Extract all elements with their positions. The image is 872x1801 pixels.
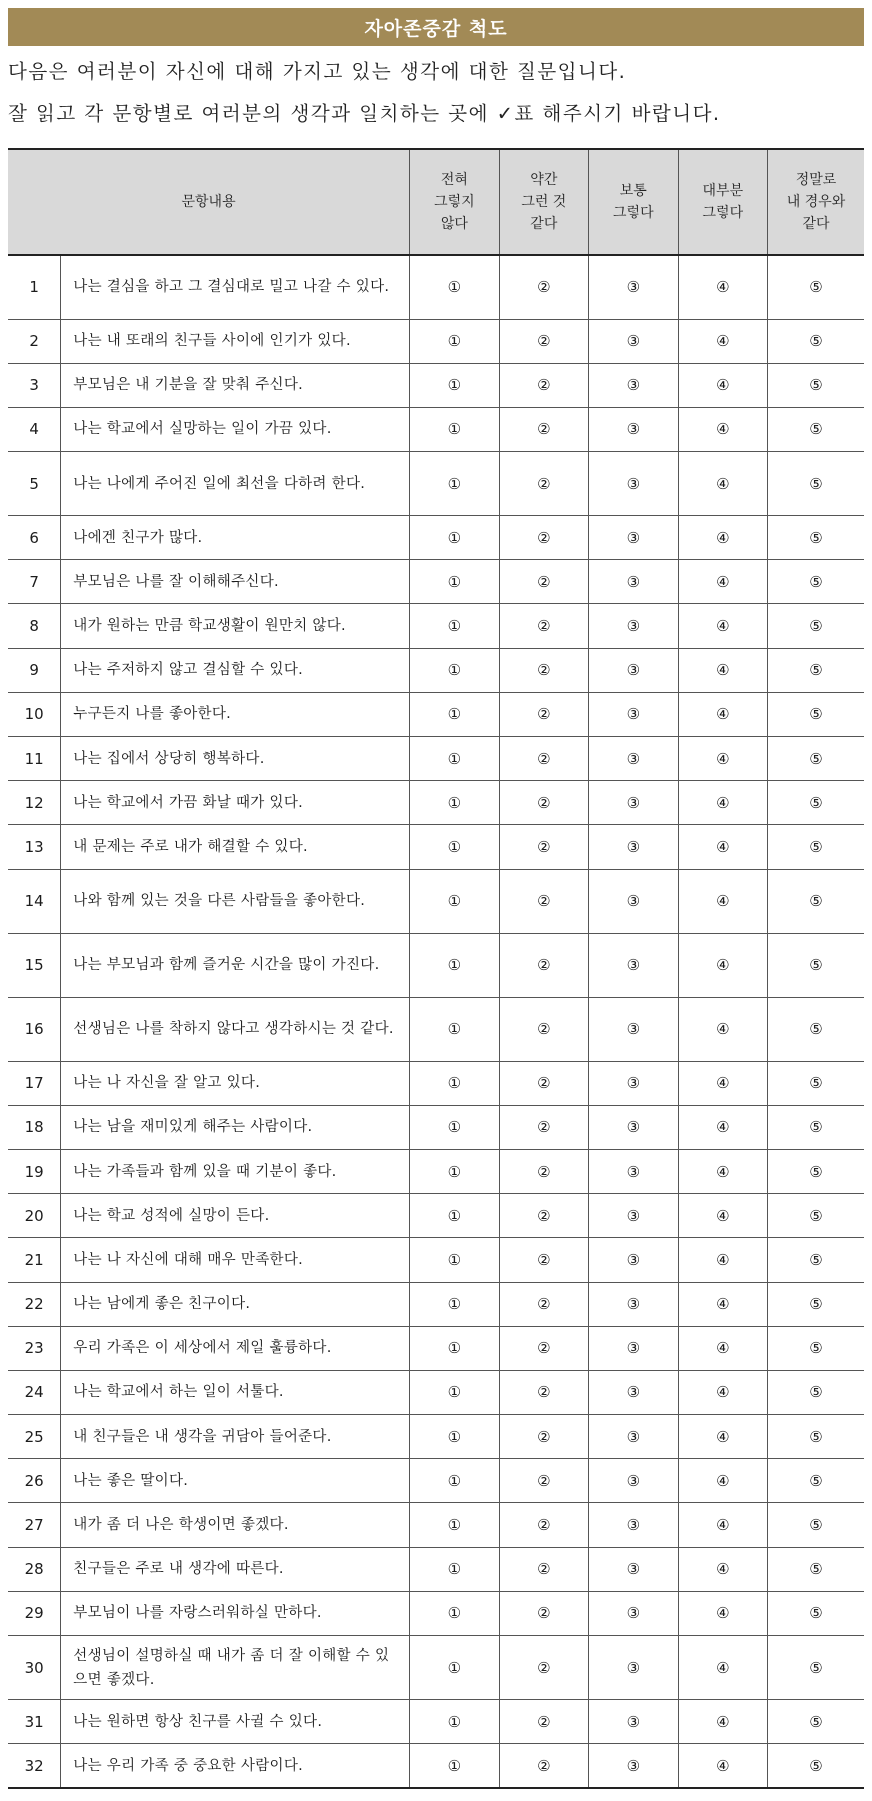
answer-option-5[interactable]: ⑤ [768, 407, 864, 451]
answer-option-3[interactable]: ③ [589, 560, 678, 604]
question-number: 18 [8, 1105, 61, 1149]
answer-option-4[interactable]: ④ [678, 1326, 767, 1370]
answer-option-1[interactable]: ① [410, 1105, 499, 1149]
question-row [8, 1547, 864, 1591]
answer-option-1[interactable]: ① [410, 1591, 499, 1635]
question-text: 나는 나 자신에 대해 매우 만족한다. [61, 1238, 410, 1282]
answer-option-1[interactable]: ① [410, 1459, 499, 1503]
answer-option-2[interactable]: ② [499, 1459, 588, 1503]
answer-option-2[interactable]: ② [499, 933, 588, 997]
question-text: 부모님은 나를 잘 이해해주신다. [61, 560, 410, 604]
question-number: 29 [8, 1591, 61, 1635]
answer-option-3[interactable]: ③ [589, 692, 678, 736]
question-row [8, 933, 864, 997]
answer-option-2[interactable]: ② [499, 452, 588, 516]
answer-option-3[interactable]: ③ [589, 407, 678, 451]
question-text: 나는 학교에서 실망하는 일이 가끔 있다. [61, 407, 410, 451]
answer-option-1[interactable]: ① [410, 869, 499, 933]
question-text: 나는 남을 재미있게 해주는 사람이다. [61, 1105, 410, 1149]
scale-column-header [499, 149, 588, 255]
answer-option-4[interactable]: ④ [678, 1459, 767, 1503]
question-number: 32 [8, 1744, 61, 1788]
instruction-line: 잘 읽고 각 문항별로 여러분의 생각과 일치하는 곳에 ✓표 해주시기 바랍니다. [8, 102, 721, 125]
answer-option-2[interactable]: ② [499, 1636, 588, 1700]
question-row [8, 604, 864, 648]
question-number: 17 [8, 1061, 61, 1105]
answer-option-2[interactable]: ② [499, 1700, 588, 1744]
question-number: 27 [8, 1503, 61, 1547]
answer-option-4[interactable]: ④ [678, 825, 767, 869]
answer-option-3[interactable]: ③ [589, 452, 678, 516]
answer-option-4[interactable]: ④ [678, 363, 767, 407]
answer-option-2[interactable]: ② [499, 1194, 588, 1238]
answer-option-4[interactable]: ④ [678, 255, 767, 319]
answer-option-3[interactable]: ③ [589, 1061, 678, 1105]
scale-header-line: 약간 [530, 172, 558, 188]
question-row [8, 1503, 864, 1547]
question-text: 나는 좋은 딸이다. [61, 1459, 410, 1503]
answer-option-5[interactable]: ⑤ [768, 1370, 864, 1414]
question-row [8, 452, 864, 516]
question-number: 30 [8, 1636, 61, 1700]
question-number: 8 [8, 604, 61, 648]
answer-option-3[interactable]: ③ [589, 1326, 678, 1370]
answer-option-2[interactable]: ② [499, 1744, 588, 1788]
question-number: 11 [8, 737, 61, 781]
answer-option-5[interactable]: ⑤ [768, 1636, 864, 1700]
question-row [8, 781, 864, 825]
answer-option-3[interactable]: ③ [589, 1415, 678, 1459]
question-row [8, 407, 864, 451]
answer-option-5[interactable]: ⑤ [768, 1105, 864, 1149]
question-text: 친구들은 주로 내 생각에 따른다. [61, 1547, 410, 1591]
answer-option-5[interactable]: ⑤ [768, 363, 864, 407]
title-banner [8, 8, 864, 46]
answer-option-2[interactable]: ② [499, 997, 588, 1061]
question-number: 3 [8, 363, 61, 407]
question-text: 내 친구들은 내 생각을 귀담아 들어준다. [61, 1415, 410, 1459]
question-number: 26 [8, 1459, 61, 1503]
question-number: 9 [8, 648, 61, 692]
question-number: 23 [8, 1326, 61, 1370]
answer-option-2[interactable]: ② [499, 407, 588, 451]
question-text: 나와 함께 있는 것을 다른 사람들을 좋아한다. [61, 869, 410, 933]
answer-option-4[interactable]: ④ [678, 933, 767, 997]
question-number: 12 [8, 781, 61, 825]
scale-column-header [768, 149, 864, 255]
answer-option-4[interactable]: ④ [678, 648, 767, 692]
header-row [8, 149, 864, 255]
answer-option-5[interactable]: ⑤ [768, 604, 864, 648]
answer-option-5[interactable]: ⑤ [768, 1744, 864, 1788]
answer-option-2[interactable]: ② [499, 1105, 588, 1149]
answer-option-1[interactable]: ① [410, 1149, 499, 1193]
answer-option-2[interactable]: ② [499, 516, 588, 560]
answer-option-2[interactable]: ② [499, 363, 588, 407]
answer-option-1[interactable]: ① [410, 781, 499, 825]
answer-option-5[interactable]: ⑤ [768, 1459, 864, 1503]
answer-option-5[interactable]: ⑤ [768, 737, 864, 781]
answer-option-2[interactable]: ② [499, 1415, 588, 1459]
answer-option-4[interactable]: ④ [678, 1370, 767, 1414]
question-number: 28 [8, 1547, 61, 1591]
answer-option-2[interactable]: ② [499, 255, 588, 319]
question-number: 16 [8, 997, 61, 1061]
answer-option-1[interactable]: ① [410, 407, 499, 451]
answer-option-2[interactable]: ② [499, 1591, 588, 1635]
answer-option-5[interactable]: ⑤ [768, 255, 864, 319]
answer-option-2[interactable]: ② [499, 1238, 588, 1282]
question-row [8, 692, 864, 736]
answer-option-5[interactable]: ⑤ [768, 997, 864, 1061]
question-text: 나는 나 자신을 잘 알고 있다. [61, 1061, 410, 1105]
answer-option-2[interactable]: ② [499, 648, 588, 692]
answer-option-3[interactable]: ③ [589, 1194, 678, 1238]
scale-header-line: 그렇다 [702, 205, 744, 221]
question-row [8, 319, 864, 363]
scale-header-line: 정말로 [795, 172, 837, 188]
answer-option-1[interactable]: ① [410, 737, 499, 781]
answer-option-3[interactable]: ③ [589, 1503, 678, 1547]
answer-option-3[interactable]: ③ [589, 319, 678, 363]
question-row [8, 1238, 864, 1282]
answer-option-1[interactable]: ① [410, 1636, 499, 1700]
answer-option-3[interactable]: ③ [589, 1149, 678, 1193]
answer-option-3[interactable]: ③ [589, 1459, 678, 1503]
answer-option-3[interactable]: ③ [589, 737, 678, 781]
answer-option-2[interactable]: ② [499, 825, 588, 869]
answer-option-2[interactable]: ② [499, 737, 588, 781]
question-number: 2 [8, 319, 61, 363]
answer-option-2[interactable]: ② [499, 1282, 588, 1326]
question-number: 24 [8, 1370, 61, 1414]
answer-option-1[interactable]: ① [410, 1415, 499, 1459]
question-number: 19 [8, 1149, 61, 1193]
answer-option-4[interactable]: ④ [678, 1149, 767, 1193]
question-row [8, 1415, 864, 1459]
answer-option-2[interactable]: ② [499, 1149, 588, 1193]
answer-option-4[interactable]: ④ [678, 1194, 767, 1238]
answer-option-5[interactable]: ⑤ [768, 1149, 864, 1193]
answer-option-5[interactable]: ⑤ [768, 1700, 864, 1744]
question-number: 1 [8, 255, 61, 319]
scale-header-line: 내 경우와 [786, 194, 846, 210]
answer-option-4[interactable]: ④ [678, 737, 767, 781]
scale-column-header [678, 149, 767, 255]
question-text: 우리 가족은 이 세상에서 제일 훌륭하다. [61, 1326, 410, 1370]
question-row [8, 363, 864, 407]
answer-option-5[interactable]: ⑤ [768, 1415, 864, 1459]
answer-option-1[interactable]: ① [410, 1503, 499, 1547]
answer-option-1[interactable]: ① [410, 452, 499, 516]
answer-option-1[interactable]: ① [410, 255, 499, 319]
question-text: 부모님은 내 기분을 잘 맞춰 주신다. [61, 363, 410, 407]
question-number: 25 [8, 1415, 61, 1459]
question-row [8, 1105, 864, 1149]
answer-option-4[interactable]: ④ [678, 781, 767, 825]
question-text: 나는 남에게 좋은 친구이다. [61, 1282, 410, 1326]
answer-option-3[interactable]: ③ [589, 781, 678, 825]
answer-option-3[interactable]: ③ [589, 1105, 678, 1149]
question-text: 내 문제는 주로 내가 해결할 수 있다. [61, 825, 410, 869]
scale-header-line: 대부분 [702, 183, 744, 199]
answer-option-3[interactable]: ③ [589, 869, 678, 933]
answer-option-4[interactable]: ④ [678, 407, 767, 451]
question-row [8, 825, 864, 869]
answer-option-3[interactable]: ③ [589, 255, 678, 319]
answer-option-2[interactable]: ② [499, 1503, 588, 1547]
answer-option-1[interactable]: ① [410, 933, 499, 997]
answer-option-4[interactable]: ④ [678, 1282, 767, 1326]
answer-option-3[interactable]: ③ [589, 1238, 678, 1282]
question-text: 나는 원하면 항상 친구를 사귈 수 있다. [61, 1700, 410, 1744]
answer-option-3[interactable]: ③ [589, 363, 678, 407]
scale-header-line: 전혀 [440, 172, 468, 188]
question-number: 14 [8, 869, 61, 933]
answer-option-2[interactable]: ② [499, 1326, 588, 1370]
answer-option-1[interactable]: ① [410, 648, 499, 692]
answer-option-2[interactable]: ② [499, 604, 588, 648]
question-text: 나는 학교에서 가끔 화날 때가 있다. [61, 781, 410, 825]
question-text: 나에겐 친구가 많다. [61, 516, 410, 560]
answer-option-5[interactable]: ⑤ [768, 1503, 864, 1547]
answer-option-3[interactable]: ③ [589, 1591, 678, 1635]
answer-option-4[interactable]: ④ [678, 1415, 767, 1459]
answer-option-1[interactable]: ① [410, 1194, 499, 1238]
question-number: 5 [8, 452, 61, 516]
answer-option-4[interactable]: ④ [678, 869, 767, 933]
answer-option-4[interactable]: ④ [678, 1105, 767, 1149]
question-row [8, 1370, 864, 1414]
item-column-header-label: 문항내용 [181, 194, 236, 210]
answer-option-1[interactable]: ① [410, 1061, 499, 1105]
answer-option-4[interactable]: ④ [678, 1547, 767, 1591]
question-number: 15 [8, 933, 61, 997]
question-number: 6 [8, 516, 61, 560]
question-text: 나는 가족들과 함께 있을 때 기분이 좋다. [61, 1149, 410, 1193]
answer-option-2[interactable]: ② [499, 869, 588, 933]
question-row [8, 1282, 864, 1326]
question-row [8, 1591, 864, 1635]
answer-option-1[interactable]: ① [410, 1326, 499, 1370]
scale-header-line: 그렇지 [434, 194, 475, 210]
question-number: 4 [8, 407, 61, 451]
answer-option-3[interactable]: ③ [589, 997, 678, 1061]
answer-option-3[interactable]: ③ [589, 1282, 678, 1326]
answer-option-4[interactable]: ④ [678, 997, 767, 1061]
answer-option-3[interactable]: ③ [589, 604, 678, 648]
question-number: 7 [8, 560, 61, 604]
answer-option-5[interactable]: ⑤ [768, 452, 864, 516]
question-row [8, 997, 864, 1061]
answer-option-5[interactable]: ⑤ [768, 516, 864, 560]
question-row [8, 1149, 864, 1193]
answer-option-1[interactable]: ① [410, 516, 499, 560]
survey-table [8, 148, 864, 1789]
scale-column-header [589, 149, 678, 255]
question-row [8, 1744, 864, 1788]
question-row [8, 1636, 864, 1700]
scale-header-line: 그런 것 [521, 194, 567, 210]
scale-header-line: 같다 [530, 216, 558, 232]
answer-option-2[interactable]: ② [499, 1061, 588, 1105]
question-row [8, 1194, 864, 1238]
answer-option-3[interactable]: ③ [589, 516, 678, 560]
question-number: 20 [8, 1194, 61, 1238]
answer-option-5[interactable]: ⑤ [768, 1591, 864, 1635]
answer-option-5[interactable]: ⑤ [768, 319, 864, 363]
question-text: 나는 학교 성적에 실망이 든다. [61, 1194, 410, 1238]
question-number: 13 [8, 825, 61, 869]
question-row [8, 737, 864, 781]
question-text: 나는 내 또래의 친구들 사이에 인기가 있다. [61, 319, 410, 363]
answer-option-4[interactable]: ④ [678, 692, 767, 736]
answer-option-5[interactable]: ⑤ [768, 1238, 864, 1282]
answer-option-4[interactable]: ④ [678, 319, 767, 363]
answer-option-2[interactable]: ② [499, 319, 588, 363]
answer-option-1[interactable]: ① [410, 1547, 499, 1591]
answer-option-5[interactable]: ⑤ [768, 825, 864, 869]
answer-option-1[interactable]: ① [410, 1700, 499, 1744]
question-text: 선생님은 나를 착하지 않다고 생각하시는 것 같다. [61, 997, 410, 1061]
question-row [8, 1459, 864, 1503]
question-text: 나는 나에게 주어진 일에 최선을 다하려 한다. [61, 452, 410, 516]
question-text: 나는 우리 가족 중 중요한 사람이다. [61, 1744, 410, 1788]
answer-option-1[interactable]: ① [410, 1370, 499, 1414]
question-text: 내가 원하는 만큼 학교생활이 원만치 않다. [61, 604, 410, 648]
scale-header-line: 그렇다 [613, 205, 654, 221]
question-row [8, 516, 864, 560]
question-text: 나는 결심을 하고 그 결심대로 밀고 나갈 수 있다. [61, 255, 410, 319]
answer-option-3[interactable]: ③ [589, 1636, 678, 1700]
question-text: 나는 집에서 상당히 행복하다. [61, 737, 410, 781]
answer-option-5[interactable]: ⑤ [768, 648, 864, 692]
question-text: 누구든지 나를 좋아한다. [61, 692, 410, 736]
answer-option-4[interactable]: ④ [678, 560, 767, 604]
answer-option-3[interactable]: ③ [589, 1547, 678, 1591]
scale-header-line: 보통 [619, 183, 647, 199]
scale-column-header [410, 149, 499, 255]
question-text: 내가 좀 더 나은 학생이면 좋겠다. [61, 1503, 410, 1547]
answer-option-5[interactable]: ⑤ [768, 1194, 864, 1238]
question-text: 나는 학교에서 하는 일이 서툴다. [61, 1370, 410, 1414]
answer-option-2[interactable]: ② [499, 560, 588, 604]
answer-option-3[interactable]: ③ [589, 825, 678, 869]
answer-option-1[interactable]: ① [410, 692, 499, 736]
answer-option-5[interactable]: ⑤ [768, 869, 864, 933]
answer-option-1[interactable]: ① [410, 1744, 499, 1788]
answer-option-1[interactable]: ① [410, 1238, 499, 1282]
question-text: 나는 부모님과 함께 즐거운 시간을 많이 가진다. [61, 933, 410, 997]
answer-option-4[interactable]: ④ [678, 1636, 767, 1700]
answer-option-1[interactable]: ① [410, 319, 499, 363]
answer-option-5[interactable]: ⑤ [768, 781, 864, 825]
answer-option-3[interactable]: ③ [589, 1744, 678, 1788]
question-row [8, 560, 864, 604]
answer-option-4[interactable]: ④ [678, 1238, 767, 1282]
answer-option-5[interactable]: ⑤ [768, 1061, 864, 1105]
page-title: 자아존중감 척도 [364, 17, 508, 40]
question-row [8, 1061, 864, 1105]
instruction-line: 다음은 여러분이 자신에 대해 가지고 있는 생각에 대한 질문입니다. [8, 60, 627, 83]
survey-body [8, 255, 864, 1788]
answer-option-3[interactable]: ③ [589, 648, 678, 692]
answer-option-1[interactable]: ① [410, 825, 499, 869]
answer-option-1[interactable]: ① [410, 997, 499, 1061]
answer-option-3[interactable]: ③ [589, 1370, 678, 1414]
answer-option-3[interactable]: ③ [589, 1700, 678, 1744]
answer-option-4[interactable]: ④ [678, 516, 767, 560]
scale-header-line: 같다 [802, 216, 830, 232]
question-number: 21 [8, 1238, 61, 1282]
answer-option-4[interactable]: ④ [678, 452, 767, 516]
answer-option-3[interactable]: ③ [589, 933, 678, 997]
answer-option-1[interactable]: ① [410, 560, 499, 604]
answer-option-2[interactable]: ② [499, 781, 588, 825]
question-number: 31 [8, 1700, 61, 1744]
answer-option-2[interactable]: ② [499, 1547, 588, 1591]
answer-option-5[interactable]: ⑤ [768, 1326, 864, 1370]
answer-option-5[interactable]: ⑤ [768, 1282, 864, 1326]
question-row [8, 648, 864, 692]
answer-option-2[interactable]: ② [499, 1370, 588, 1414]
question-row [8, 869, 864, 933]
question-text: 나는 주저하지 않고 결심할 수 있다. [61, 648, 410, 692]
answer-option-4[interactable]: ④ [678, 1061, 767, 1105]
answer-option-5[interactable]: ⑤ [768, 1547, 864, 1591]
answer-option-1[interactable]: ① [410, 363, 499, 407]
answer-option-5[interactable]: ⑤ [768, 933, 864, 997]
item-column-header [8, 149, 410, 255]
answer-option-5[interactable]: ⑤ [768, 560, 864, 604]
question-text: 선생님이 설명하실 때 내가 좀 더 잘 이해할 수 있으면 좋겠다. [61, 1636, 410, 1700]
answer-option-4[interactable]: ④ [678, 604, 767, 648]
question-row [8, 1326, 864, 1370]
question-number: 10 [8, 692, 61, 736]
question-number: 22 [8, 1282, 61, 1326]
answer-option-4[interactable]: ④ [678, 1700, 767, 1744]
answer-option-1[interactable]: ① [410, 604, 499, 648]
question-row [8, 255, 864, 319]
answer-option-4[interactable]: ④ [678, 1744, 767, 1788]
answer-option-5[interactable]: ⑤ [768, 692, 864, 736]
scale-header-line: 않다 [440, 216, 468, 232]
answer-option-4[interactable]: ④ [678, 1503, 767, 1547]
question-row [8, 1700, 864, 1744]
question-text: 부모님이 나를 자랑스러워하실 만하다. [61, 1591, 410, 1635]
answer-option-4[interactable]: ④ [678, 1591, 767, 1635]
answer-option-1[interactable]: ① [410, 1282, 499, 1326]
answer-option-2[interactable]: ② [499, 692, 588, 736]
